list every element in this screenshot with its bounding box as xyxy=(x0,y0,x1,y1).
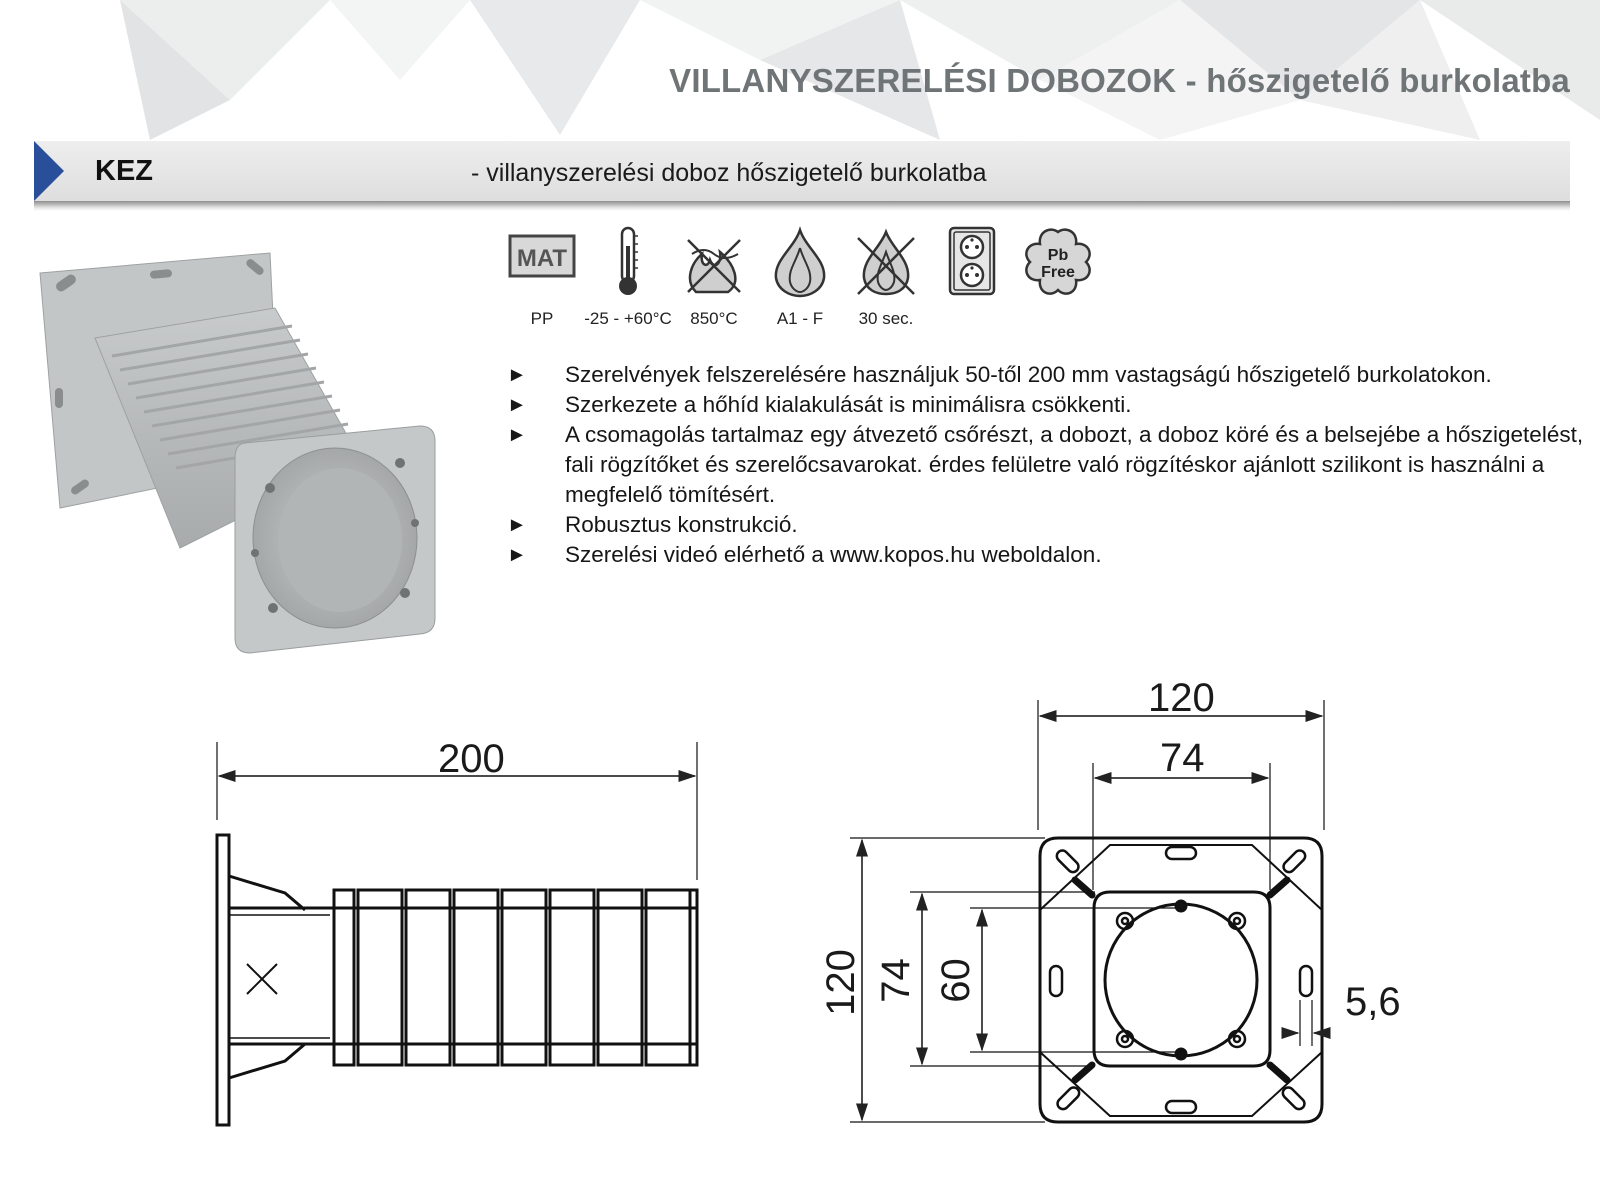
glow-wire-label: 850°C xyxy=(690,309,738,328)
bullet-arrow-icon: ► xyxy=(507,514,527,536)
feature-item xyxy=(507,360,1592,390)
document-title: VILLANYSZERELÉSI DOBOZOK - hőszigetelő burkolatba xyxy=(669,62,1570,99)
dimension-slot-width: 5,6 xyxy=(1345,980,1401,1024)
pb-free-icon xyxy=(1022,226,1094,298)
banner-shadow xyxy=(34,201,1570,211)
feature-text: Szerelési videó elérhető a www.kopos.hu weboldalon. xyxy=(565,542,1102,567)
side-view-drawing xyxy=(217,742,697,1125)
pb-icon-text: Pb xyxy=(1047,247,1069,264)
feature-item xyxy=(507,510,1592,540)
thermometer-icon xyxy=(592,226,664,298)
flame-time-label: 30 sec. xyxy=(858,309,914,328)
bullet-arrow-icon: ► xyxy=(507,424,527,446)
glow-wire-flame-icon xyxy=(678,226,750,298)
dimension-front-width-outer: 120 xyxy=(1148,676,1215,720)
feature-text: Robusztus konstrukció. xyxy=(565,512,798,537)
material-label: PP xyxy=(530,309,554,328)
flame-crossed-icon xyxy=(850,226,922,298)
flame-drop-icon xyxy=(764,226,836,298)
banner-arrow-icon xyxy=(34,141,64,201)
front-view-drawing xyxy=(850,700,1330,1122)
bullet-arrow-icon: ► xyxy=(507,544,527,566)
product-photo xyxy=(30,248,450,668)
product-description: - villanyszerelési doboz hőszigetelő burkolatba xyxy=(471,159,987,187)
double-socket-icon xyxy=(936,226,1008,298)
dimension-front-height-outer: 120 xyxy=(818,949,863,1016)
temperature-label: -25 - +60°C xyxy=(584,309,672,328)
technical-drawing xyxy=(0,640,1600,1200)
dimension-front-height-inner: 74 xyxy=(873,958,918,1003)
product-code: KEZ xyxy=(95,155,153,187)
dimension-side-length: 200 xyxy=(438,737,505,781)
feature-text: A csomagolás tartalmaz egy átvezető csőrészt, a dobozt, a doboz köré és a belsejébe a hőszigetelést, fali rögzítőket és szerelőcsavarokat. érdes felületre való rögzítéskor ajánlott szilikont is használni a megfelelő tömítésért. xyxy=(565,422,1584,507)
bullet-arrow-icon: ► xyxy=(507,364,527,386)
feature-list xyxy=(507,360,1592,570)
dimension-hole-spacing: 60 xyxy=(933,958,978,1003)
bullet-arrow-icon: ► xyxy=(507,394,527,416)
feature-text: Szerelvények felszerelésére használjuk 50-től 200 mm vastagságú hőszigetelő burkolatokon. xyxy=(565,362,1492,387)
feature-item xyxy=(507,540,1592,570)
material-mat-icon xyxy=(506,226,578,298)
dimension-front-width-inner: 74 xyxy=(1160,736,1205,780)
feature-item xyxy=(507,420,1592,510)
feature-text: Szerkezete a hőhíd kialakulását is minimálisra csökkenti. xyxy=(565,392,1132,417)
fire-class-label: A1 - F xyxy=(776,309,824,328)
mat-icon-text: MAT xyxy=(516,245,568,272)
free-icon-text: Free xyxy=(1041,264,1075,281)
feature-item xyxy=(507,390,1592,420)
